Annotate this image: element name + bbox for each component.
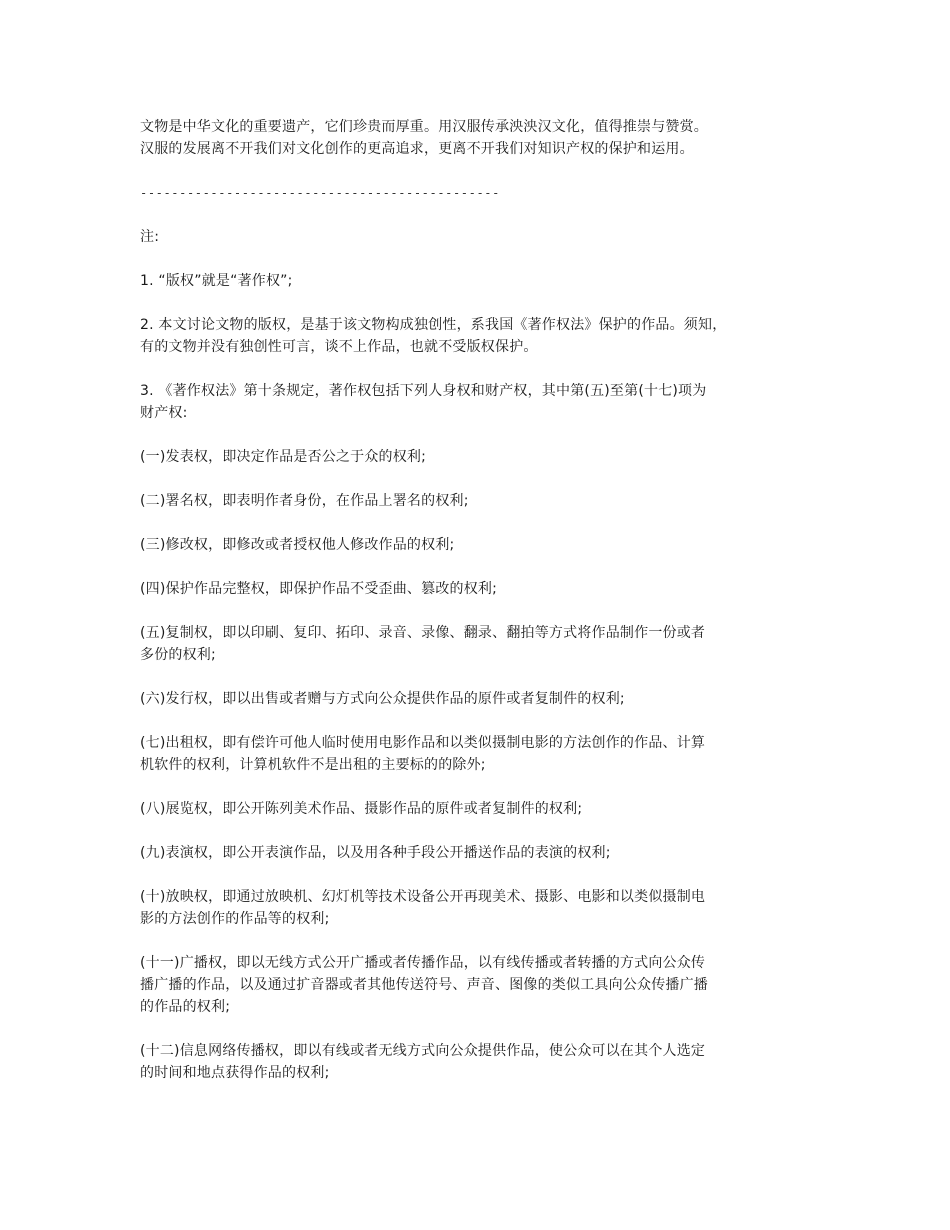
right-item: (十)放映权，即通过放映机、幻灯机等技术设备公开再现美术、摄影、电影和以类似摄制电 影的方法创作的作品等的权利; [140,889,706,927]
note-item: 1. “版权”就是“著作权”; [140,273,293,289]
note-item: 2. 本文讨论文物的版权，是基于该文物构成独创性，系我国《著作权法》保护的作品。须知， 有的文物并没有独创性可言，谈不上作品，也就不受版权保护。 [140,317,727,355]
right-item: (十一)广播权，即以无线方式公开广播或者传播作品，以有线传播或者转播的方式向公众传 播广播的作品，以及通过扩音器或者其他传送符号、声音、图像的类似工具向公众传播广播 的作品的权利; [140,955,708,1015]
intro-paragraph: 文物是中华文化的重要遗产，它们珍贵而厚重。用汉服传承泱泱汉文化，值得推崇与赞赏。 汉服的发展离不开我们对文化创作的更高追求，更离不开我们对知识产权的保护和运用。 [140,119,708,157]
divider-line: ---------------------------------------------- [140,186,500,200]
right-item: (一)发表权，即决定作品是否公之于众的权利; [140,449,427,465]
right-item: (十二)信息网络传播权，即以有线或者无线方式向公众提供作品，使公众可以在其个人选定 的时间和地点获得作品的权利; [140,1043,706,1081]
note-label: 注: [140,229,160,245]
note-item: 3. 《著作权法》第十条规定，著作权包括下列人身权和财产权，其中第(五)至第(十七)项为 财产权: [140,383,707,421]
right-item: (二)署名权，即表明作者身份，在作品上署名的权利; [140,493,469,509]
right-item: (六)发行权，即以出售或者赠与方式向公众提供作品的原件或者复制件的权利; [140,691,625,707]
right-item: (九)表演权，即公开表演作品，以及用各种手段公开播送作品的表演的权利; [140,845,611,861]
right-item: (五)复制权，即以印刷、复印、拓印、录音、录像、翻录、翻拍等方式将作品制作一份或者 多份的权利; [140,625,706,663]
right-item: (八)展览权，即公开陈列美术作品、摄影作品的原件或者复制件的权利; [140,801,583,817]
document-page [140,116,840,1106]
right-item: (四)保护作品完整权，即保护作品不受歪曲、篡改的权利; [140,581,498,597]
right-item: (三)修改权，即修改或者授权他人修改作品的权利; [140,537,455,553]
right-item: (七)出租权，即有偿许可他人临时使用电影作品和以类似摄制电影的方法创作的作品、计算 机软件的权利，计算机软件不是出租的主要标的的除外; [140,735,706,773]
